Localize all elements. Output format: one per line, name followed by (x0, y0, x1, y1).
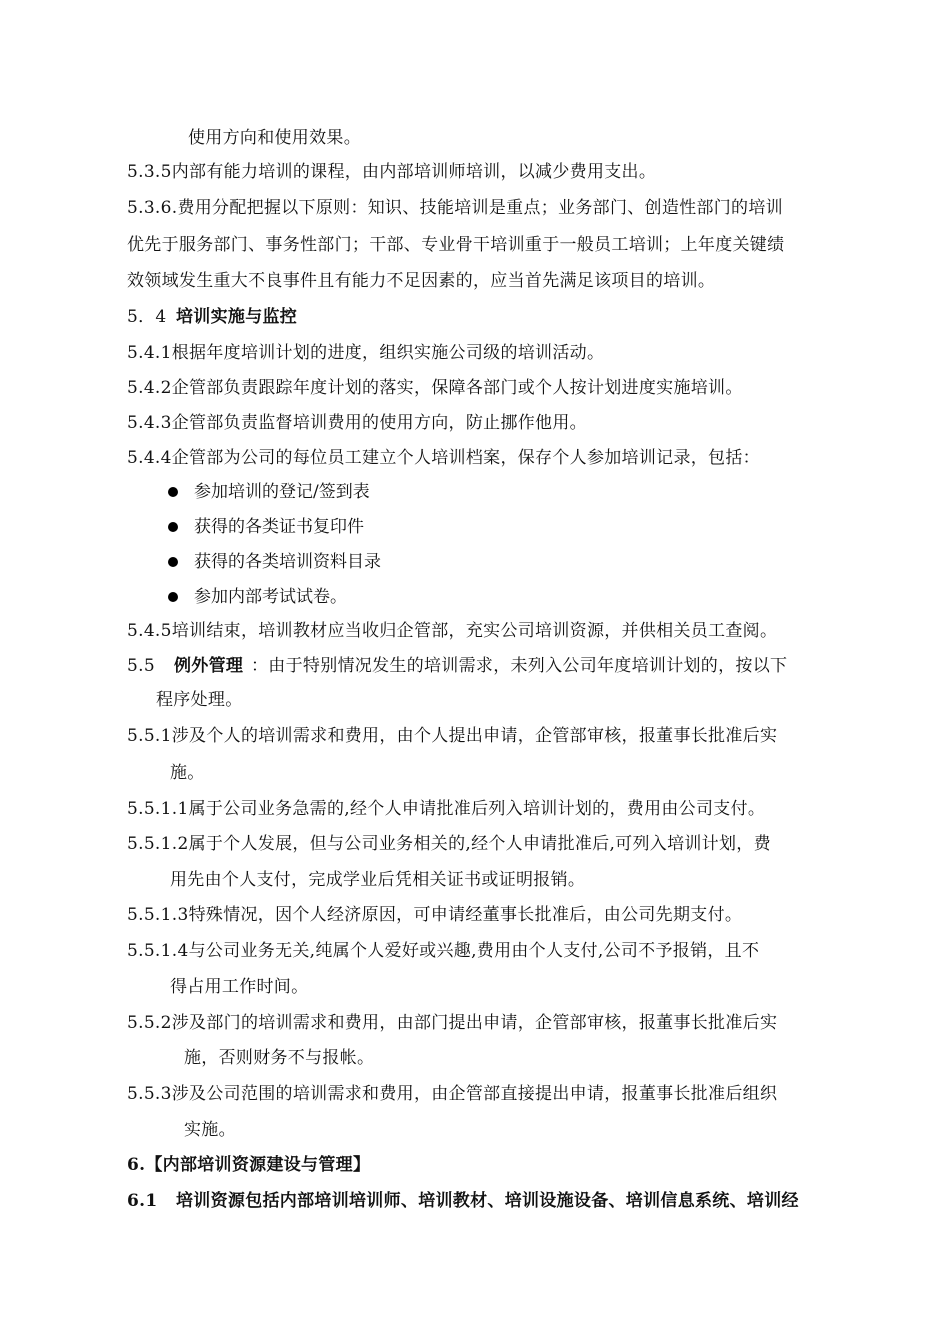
bullet-text: 参加培训的登记/签到表 (194, 482, 370, 502)
section-number: 5．4 (127, 307, 167, 327)
text-line: 5.4.5培训结束，培训教材应当收归企管部，充实公司培训资源，并供相关员工查阅。 (127, 621, 778, 641)
text-line: 5.4.2企管部负责跟踪年度计划的落实，保障各部门或个人按计划进度实施培训。 (127, 378, 743, 398)
text-line: 5.5.1.2属于个人发展，但与公司业务相关的,经个人申请批准后,可列入培训计划，费 (127, 834, 771, 854)
text-line: 施，否则财务不与报帐。 (184, 1048, 375, 1068)
text-line: 培训资源包括内部培训培训师、培训教材、培训设施设备、培训信息系统、培训经 (176, 1191, 799, 1211)
text-line: 用先由个人支付，完成学业后凭相关证书或证明报销。 (170, 870, 586, 890)
bullet-dot-icon (168, 522, 178, 532)
text-line: 实施。 (184, 1120, 236, 1140)
section-heading: 6.【内部培训资源建设与管理】 (127, 1155, 371, 1175)
text-line: 5.5.1.1属于公司业务急需的,经个人申请批准后列入培训计划的，费用由公司支付。 (127, 799, 766, 819)
text-line: 5.4.1根据年度培训计划的进度，组织实施公司级的培训活动。 (127, 343, 605, 363)
bullet-text: 获得的各类证书复印件 (194, 517, 364, 537)
text-line: 5.4.3企管部负责监督培训费用的使用方向，防止挪作他用。 (127, 413, 587, 433)
section-number: 6.1 (127, 1191, 158, 1211)
bullet-dot-icon (168, 487, 178, 497)
text-line: 5.3.5内部有能力培训的课程，由内部培训师培训，以减少费用支出。 (127, 162, 657, 182)
text-line: 5.5.2涉及部门的培训需求和费用，由部门提出申请，企管部审核，报董事长批准后实 (127, 1013, 778, 1033)
text-line: 施。 (170, 763, 205, 783)
text-line: 得占用工作时间。 (170, 977, 309, 997)
text-line: 使用方向和使用效果。 (188, 128, 361, 148)
text-line: 程序处理。 (156, 690, 243, 710)
text-line: 5.5.1.3特殊情况，因个人经济原因，可申请经董事长批准后，由公司先期支付。 (127, 905, 743, 925)
text-line: 优先于服务部门、事务性部门；干部、专业骨干培训重于一般员工培训；上年度关键绩 (127, 235, 785, 255)
bullet-text: 获得的各类培训资料目录 (194, 552, 381, 572)
text-line: ：由于特别情况发生的培训需求，未列入公司年度培训计划的，按以下 (251, 656, 788, 676)
text-line: 效领域发生重大不良事件且有能力不足因素的，应当首先满足该项目的培训。 (127, 271, 716, 291)
text-line: 5.5.1.4与公司业务无关,纯属个人爱好或兴趣,费用由个人支付,公司不予报销，且不 (127, 941, 760, 961)
text-line: 5.5.3涉及公司范围的培训需求和费用，由企管部直接提出申请，报董事长批准后组织 (127, 1084, 778, 1104)
text-line: 5.3.6.费用分配把握以下原则：知识、技能培训是重点；业务部门、创造性部门的培训 (127, 198, 783, 218)
text-line: 5.4.4企管部为公司的每位员工建立个人培训档案，保存个人参加培训记录，包括： (127, 448, 760, 468)
section-number: 5.5 (127, 656, 155, 676)
text-line: 5.5.1涉及个人的培训需求和费用，由个人提出申请，企管部审核，报董事长批准后实 (127, 726, 778, 746)
bullet-text: 参加内部考试试卷。 (194, 587, 347, 607)
section-heading: 例外管理 (174, 656, 244, 676)
bullet-dot-icon (168, 557, 178, 567)
bullet-dot-icon (168, 592, 178, 602)
section-heading: 培训实施与监控 (176, 307, 298, 327)
